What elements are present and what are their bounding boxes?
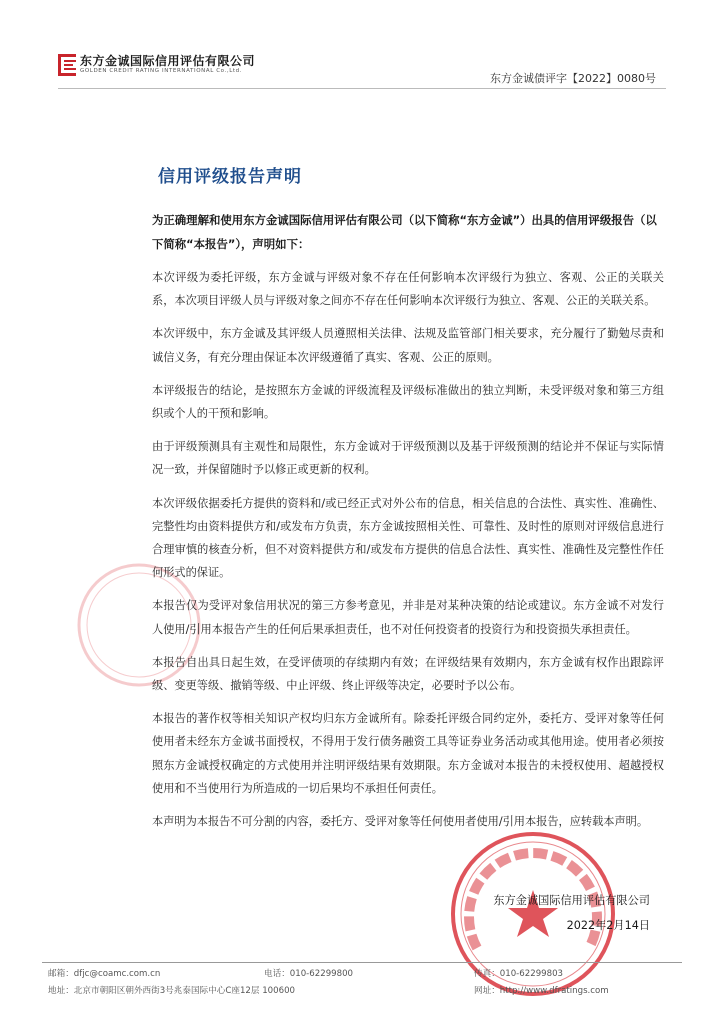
footer-row-2 [48,984,678,996]
statement-paragraph: 本评级报告的结论，是按照东方金诚的评级流程及评级标准做出的独立判断，未受评级对象和第三方组织或个人的干预和影响。 [152,383,664,421]
page-title: 信用评级报告声明 [158,167,302,187]
logo-mark-icon [58,54,76,76]
footer-fax: 传真：010-62299803 [474,969,564,979]
signature-block [493,888,650,938]
statement-paragraph: 本次评级中，东方金诚及其评级人员遵照相关法律、法规及监管部门相关要求，充分履行了勤勉尽责和诚信义务，有充分理由保证本次评级遵循了真实、客观、公正的原则。 [152,327,664,364]
footer-address: 地址：北京市朝阳区朝外西街3号兆泰国际中心C座12层 100600 [48,986,296,996]
statement-paragraph: 由于评级预测具有主观性和局限性，东方金诚对于评级预测以及基于评级预测的结论并不保证与实际情况一致，并保留随时予以修正或更新的权利。 [152,440,664,477]
footer-row-1 [48,967,678,979]
intro-paragraph: 为正确理解和使用东方金诚国际信用评估有限公司（以下简称“东方金诚”）出具的信用评级报告（以下简称“本报告”），声明如下： [152,213,657,251]
page-header [0,0,724,92]
statement-paragraph: 本声明为本报告不可分割的内容，委托方、受评对象等任何使用者使用/引用本报告，应转载本声明。 [152,815,649,829]
company-logo [58,54,255,76]
statement-paragraph: 本报告仅为受评对象信用状况的第三方参考意见，并非是对某种决策的结论或建议。东方金诚不对发行人使用/引用本报告产生的任何后果承担责任，也不对任何投资者的投资行为和投资损失承担责任。 [152,599,664,636]
logo-company-name: 东方金诚国际信用评估有限公司 [80,54,256,68]
statement-paragraph: 本报告自出具日起生效，在受评债项的存续期内有效；在评级结果有效期内，东方金诚有权作出跟踪评级、变更等级、撤销等级、中止评级、终止评级等决定，必要时予以公布。 [152,655,664,693]
logo-company-name-en: GOLDEN CREDIT RATING INTERNATIONAL Co.,Ltd. [80,68,243,74]
footer-divider [42,962,682,963]
footer-website[interactable]: 网址：http://www.dfratings.com [474,986,609,996]
statement-paragraph: 本报告的著作权等相关知识产权均归东方金诚所有。除委托评级合同约定外，委托方、受评对象等任何使用者未经东方金诚书面授权，不得用于发行债务融资工具等证券业务活动或其他用途。使用者必须按照东方金诚授权确定的方式使用并注明评级结果有效期限。东方金诚对本报告的未授权使用、超越授权使用和不当使用行为所造成的一切后果均不承担任何责任。 [152,712,664,795]
statement-body [152,208,664,843]
statement-paragraph: 本次评级为委托评级，东方金诚与评级对象不存在任何影响本次评级行为独立、客观、公正的关联关系，本次项目评级人员与评级对象之间亦不存在任何影响本次评级行为独立、客观、公正的关联关系。 [152,271,664,308]
signature-date: 2022年2月14日 [566,919,650,932]
signature-company: 东方金诚国际信用评估有限公司 [493,894,650,907]
statement-paragraph: 本次评级依据委托方提供的资料和/或已经正式对外公布的信息，相关信息的合法性、真实性、准确性、完整性均由资料提供方和/或发布方负责，东方金诚按照相关性、可靠性、及时性的原则对评级信息进行合理审慎的核查分析，但不对资料提供方和/或发布方提供的信息合法性、真实性、准确性及完整性作任何形式的保证。 [152,496,664,580]
footer-phone: 电话：010-62299800 [264,969,354,979]
header-divider [58,88,666,89]
footer-email: 邮箱：dfjc@coamc.com.cn [48,969,161,979]
document-number: 东方金诚债评字【2022】0080号 [490,72,656,85]
